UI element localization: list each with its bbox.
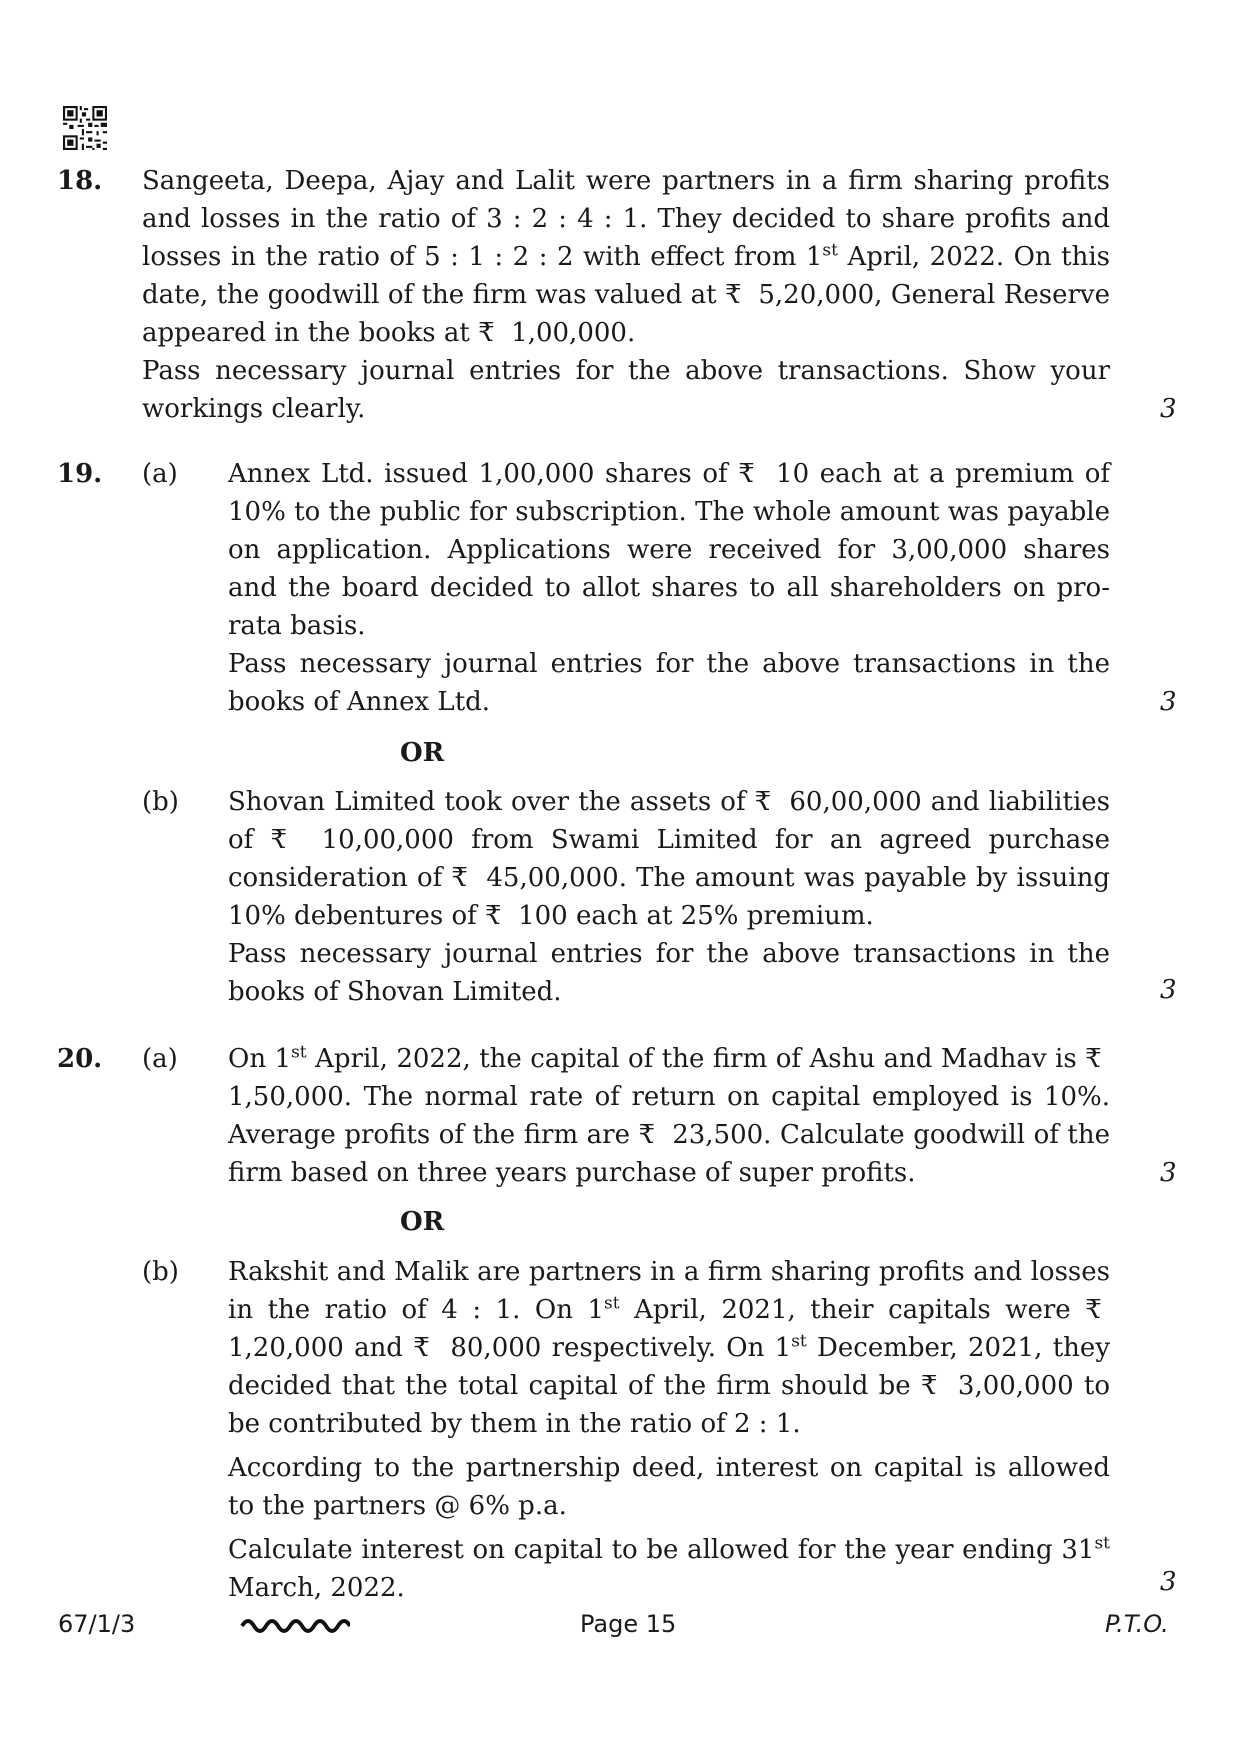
wave-ornament-icon bbox=[240, 1612, 350, 1638]
question-number: 18. bbox=[57, 166, 103, 196]
question-paragraph: Sangeeta, Deepa, Ajay and Lalit were partners in a firm sharing profits and losses in the ratio of 3 : 2 : 4 : 1. They decided to share profits and losses in the ratio of 5 : 1 : 2 : 2 with effect from 1st April, 2022. On this date, the goodwill of the firm was valued at ₹ 5,20,000, General Reserve appeared in the books at ₹ 1,00,000. bbox=[142, 166, 1111, 348]
marks: 3 bbox=[1160, 394, 1177, 424]
question-paragraph: Shovan Limited took over the assets of ₹ 60,00,000 and liabilities of ₹ 10,00,000 from Swami Limited for an agreed purchase consideration of ₹ 45,00,000. The amount was payable by issuing 10% debentures of ₹ 100 each at 25% premium. bbox=[228, 787, 1110, 931]
question-paragraph: Pass necessary journal entries for the above transactions. Show your workings clearly. bbox=[142, 356, 1110, 424]
pto-label: P.T.O. bbox=[1105, 1610, 1169, 1638]
question-paragraph: Rakshit and Malik are partners in a firm sharing profits and losses in the ratio of 4 : 1. On 1st April, 2021, their capitals were ₹ 1,20,000 and ₹ 80,000 respectively. On 1st December, 2021, they decided that the total capital of the firm should be ₹ 3,00,000 to be contributed by them in the ratio of 2 : 1. bbox=[228, 1257, 1111, 1439]
question-paragraph: Pass necessary journal entries for the above transactions in the books of Shovan Limited. bbox=[228, 939, 1110, 1007]
question-paragraph: Annex Ltd. issued 1,00,000 shares of ₹ 10 each at a premium of 10% to the public for subscription. The whole amount was payable on application. Applications were received for 3,00,000 shares and the board decided to allot shares to all shareholders on pro-rata basis. bbox=[228, 459, 1110, 641]
question-number: 20. bbox=[57, 1044, 103, 1074]
part-label: (b) bbox=[142, 787, 179, 817]
question-text bbox=[142, 162, 1110, 428]
page-footer bbox=[0, 1610, 1241, 1650]
question-paragraph: On 1st April, 2022, the capital of the firm of Ashu and Madhav is ₹ 1,50,000. The normal rate of return on capital employed is 10%. Average profits of the firm are ₹ 23,500. Calculate goodwill of the firm based on three years purchase of super profits. bbox=[228, 1042, 1110, 1188]
marks: 3 bbox=[1160, 975, 1177, 1005]
question-text bbox=[228, 1253, 1110, 1607]
question-number: 19. bbox=[57, 459, 103, 489]
question-text bbox=[228, 783, 1110, 1011]
question-paragraph: According to the partnership deed, interest on capital is allowed to the partners @ 6% p.a. bbox=[228, 1453, 1110, 1521]
part-label: (a) bbox=[142, 459, 178, 489]
part-label: (b) bbox=[142, 1257, 179, 1287]
marks: 3 bbox=[1160, 1567, 1177, 1597]
paper-code: 67/1/3 bbox=[58, 1610, 136, 1638]
marks: 3 bbox=[1160, 687, 1177, 717]
page-number: Page 15 bbox=[580, 1610, 677, 1638]
question-paragraph: Calculate interest on capital to be allowed for the year ending 31st March, 2022. bbox=[228, 1533, 1110, 1603]
qr-code-icon bbox=[63, 106, 107, 150]
part-label: (a) bbox=[142, 1044, 178, 1074]
marks: 3 bbox=[1160, 1158, 1177, 1188]
question-text bbox=[228, 455, 1110, 721]
or-separator: OR bbox=[400, 738, 445, 768]
question-paragraph: Pass necessary journal entries for the above transactions in the books of Annex Ltd. bbox=[228, 649, 1110, 717]
or-separator: OR bbox=[400, 1207, 445, 1237]
question-text bbox=[228, 1040, 1110, 1192]
